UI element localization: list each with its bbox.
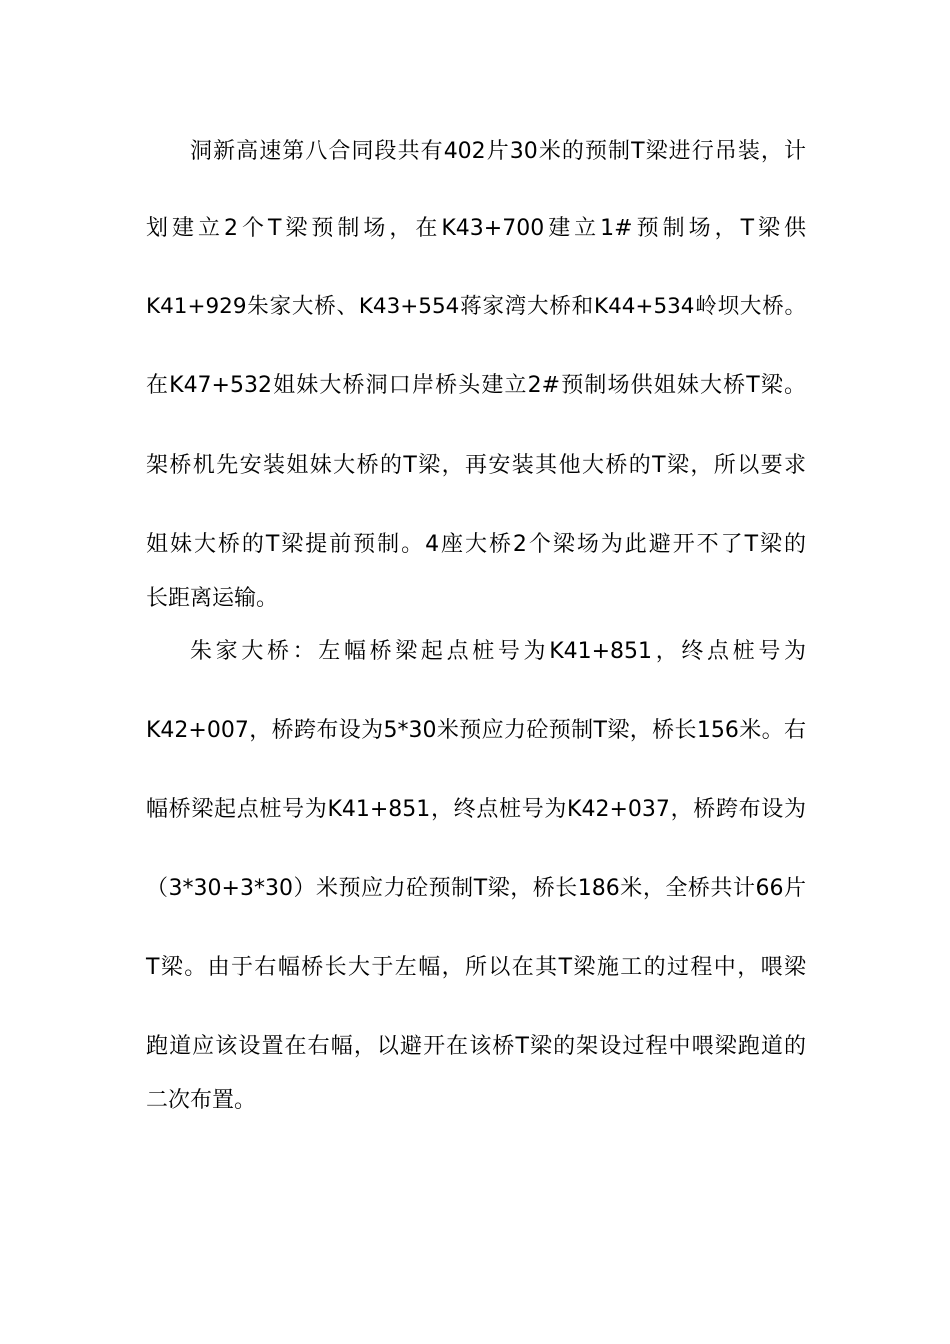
paragraph-2-line-7: 二次布置。 — [146, 1088, 257, 1113]
paragraph-1-line-7: 长距离运输。 — [146, 586, 279, 611]
paragraph-2-line-5: T梁。由于右幅桥长大于左幅，所以在其T梁施工的过程中，喂梁 — [146, 955, 806, 980]
paragraph-2-line-2: K42+007，桥跨布设为5*30米预应力砼预制T梁，桥长156米。右 — [146, 718, 806, 743]
paragraph-2-line-4: （3*30+3*30）米预应力砼预制T梁，桥长186米，全桥共计66片 — [146, 876, 806, 901]
paragraph-2-line-1: 朱家大桥：左幅桥梁起点桩号为K41+851，终点桩号为 — [190, 639, 806, 664]
paragraph-2-line-6: 跑道应该设置在右幅，以避开在该桥T梁的架设过程中喂梁跑道的 — [146, 1034, 806, 1059]
paragraph-1-line-5: 架桥机先安装姐妹大桥的T梁，再安装其他大桥的T梁，所以要求 — [146, 453, 806, 478]
paragraph-1-line-3: K41+929朱家大桥、K43+554蒋家湾大桥和K44+534岭坝大桥。 — [146, 294, 806, 319]
paragraph-2-line-3: 幅桥梁起点桩号为K41+851，终点桩号为K42+037，桥跨布设为 — [146, 797, 806, 822]
paragraph-1-line-6: 姐妹大桥的T梁提前预制。4座大桥2个梁场为此避开不了T梁的 — [146, 532, 806, 557]
paragraph-1-line-4: 在K47+532姐妹大桥洞口岸桥头建立2#预制场供姐妹大桥T梁。 — [146, 373, 806, 398]
paragraph-1-line-1: 洞新高速第八合同段共有402片30米的预制T梁进行吊装，计 — [190, 139, 806, 164]
paragraph-1-line-2: 划建立2个T梁预制场，在K43+700建立1#预制场，T梁供 — [146, 216, 806, 241]
